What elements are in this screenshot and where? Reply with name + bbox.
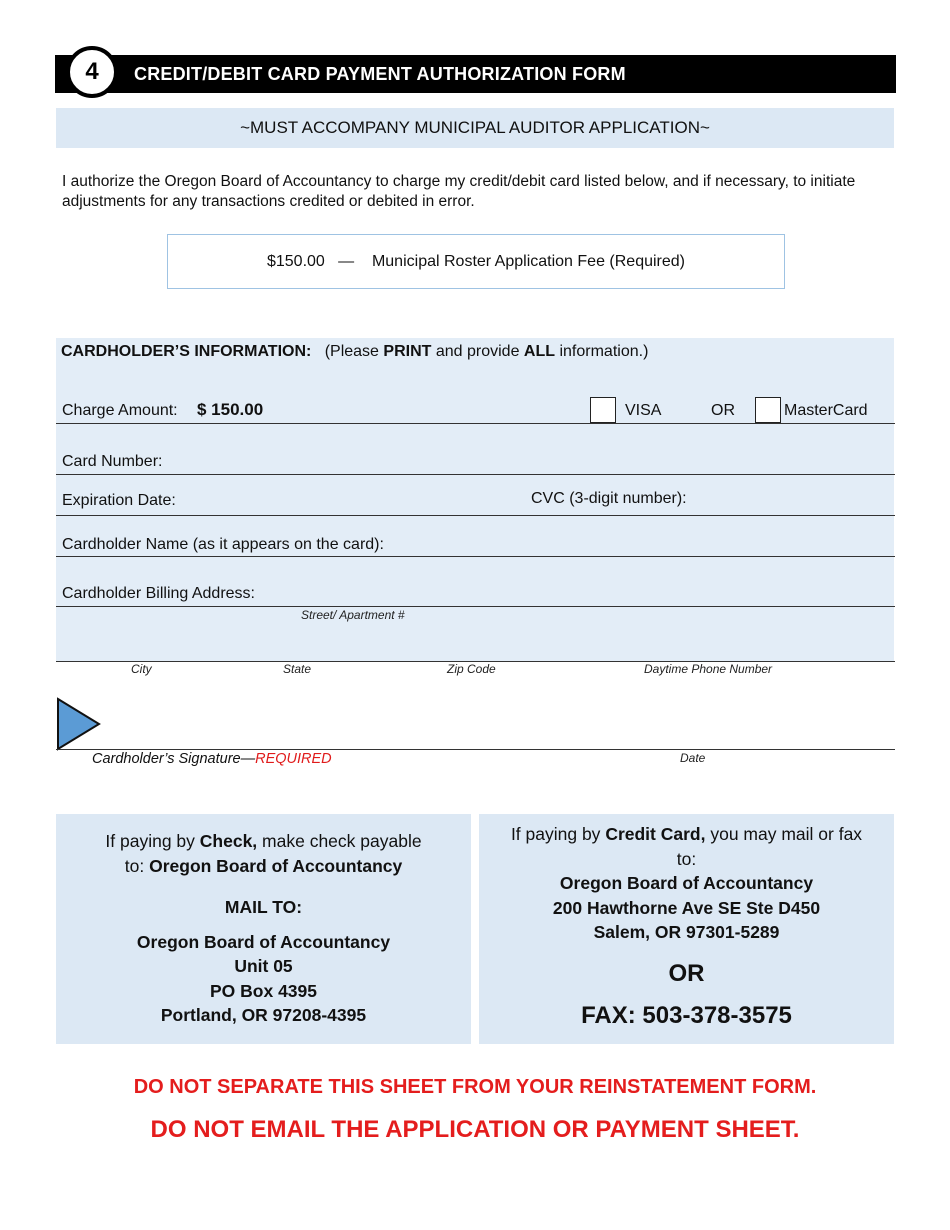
city-caption: City: [131, 662, 152, 676]
check-address-line: Portland, OR 97208-4395: [160, 1005, 367, 1025]
or-label: OR: [711, 402, 735, 419]
zip-caption: Zip Code: [447, 662, 496, 676]
check-line1-pre: If paying by: [105, 831, 200, 851]
card-line1-bold: Credit Card,: [605, 824, 706, 844]
mastercard-checkbox[interactable]: [755, 397, 781, 423]
cardholder-section: [56, 338, 894, 661]
step-number-badge: [66, 46, 118, 98]
state-caption: State: [283, 662, 312, 676]
step-number: 4: [85, 58, 99, 85]
mastercard-label: MasterCard: [784, 402, 868, 419]
card-number-label: Card Number:: [62, 453, 163, 470]
card-address: [479, 871, 894, 945]
signature-label: [92, 751, 332, 767]
check-line1: [56, 829, 471, 854]
check-address-line: Oregon Board of Accountancy: [136, 931, 391, 952]
cardholder-heading: [61, 343, 648, 361]
card-number-field[interactable]: [56, 474, 895, 475]
fee-amount: $150.00: [266, 252, 325, 270]
cardholder-heading-title: CARDHOLDER’S INFORMATION:: [61, 343, 312, 360]
card-or-label: OR: [668, 959, 705, 987]
signature-field[interactable]: [56, 749, 895, 750]
heading-post: information.): [555, 343, 649, 360]
card-line1-post: you may mail or fax: [705, 824, 863, 844]
check-payment-panel: [56, 814, 471, 1044]
card-address-line: 200 Hawthorne Ave SE Ste D450: [552, 897, 821, 918]
form-title: CREDIT/DEBIT CARD PAYMENT AUTHORIZATION FORM: [134, 64, 626, 84]
signature-arrow-icon: [56, 697, 102, 753]
card-line1: [479, 822, 894, 847]
visa-label: VISA: [625, 402, 662, 419]
warning-no-email: DO NOT EMAIL THE APPLICATION OR PAYMENT SHEET.: [150, 1116, 800, 1143]
check-address-line: Unit 05: [234, 956, 293, 976]
check-payee: Oregon Board of Accountancy: [149, 855, 403, 876]
phone-caption: Daytime Phone Number: [644, 662, 773, 676]
signature-label-text: Cardholder’s Signature—: [92, 751, 256, 767]
check-address-line: PO Box 4395: [210, 980, 317, 1001]
fee-description: Municipal Roster Application Fee (Required): [371, 252, 685, 270]
heading-pre: (Please: [324, 343, 384, 360]
fee-separator: —: [338, 252, 355, 270]
street-caption: Street/ Apartment #: [301, 608, 405, 622]
charge-amount-label: Charge Amount:: [62, 402, 178, 419]
subtitle: ~MUST ACCOMPANY MUNICIPAL AUDITOR APPLICATION~: [240, 118, 710, 137]
visa-checkbox[interactable]: [590, 397, 616, 423]
check-address: [56, 930, 471, 1028]
card-address-line: Salem, OR 97301-5289: [593, 922, 780, 942]
card-line1-pre: If paying by: [510, 824, 606, 844]
check-line1-post: make check payable: [257, 831, 422, 851]
signature-required: REQUIRED: [255, 751, 332, 767]
heading-all: ALL: [523, 343, 556, 360]
cardholder-name-field[interactable]: [56, 556, 895, 557]
heading-mid: and provide: [431, 343, 524, 360]
subtitle-band: [56, 108, 894, 148]
expiration-cvc-field[interactable]: [56, 515, 895, 516]
card-address-line: Oregon Board of Accountancy: [559, 873, 814, 893]
card-line2: to:: [676, 848, 697, 869]
fee-box: [167, 234, 785, 289]
cvc-label: CVC (3-digit number):: [531, 490, 687, 507]
cardholder-name-label: Cardholder Name (as it appears on the card):: [62, 536, 384, 553]
billing-address-label: Cardholder Billing Address:: [62, 585, 255, 602]
heading-print: PRINT: [383, 343, 432, 360]
card-payment-panel: [479, 814, 894, 1044]
charge-amount-value: $ 150.00: [197, 400, 264, 419]
authorization-text: I authorize the Oregon Board of Accountancy to charge my credit/debit card listed below, and if necessary, to initiate adjustments for any transactions credited or debited in error.: [62, 173, 856, 210]
street-field[interactable]: [56, 606, 895, 607]
expiration-label: Expiration Date:: [62, 492, 176, 509]
check-line1-bold: Check,: [199, 831, 258, 851]
date-caption: Date: [680, 751, 706, 765]
charge-line: [56, 423, 895, 424]
fax-number: FAX: 503-378-3575: [581, 1001, 792, 1029]
check-line2: [56, 854, 471, 879]
mail-to-label: MAIL TO:: [224, 897, 303, 917]
check-line2-pre: to:: [124, 855, 150, 876]
warning-separate: DO NOT SEPARATE THIS SHEET FROM YOUR REINSTATEMENT FORM.: [133, 1076, 817, 1098]
